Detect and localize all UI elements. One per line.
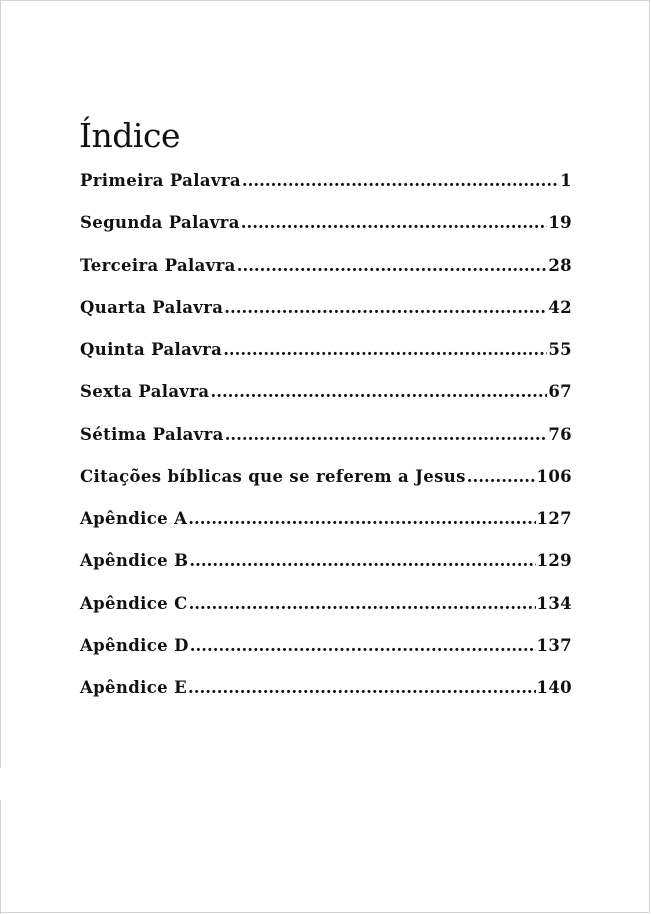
toc-dot-leader: [242, 171, 559, 190]
toc-entry-label: Apêndice B: [80, 551, 189, 571]
toc-entry-label: Apêndice E: [80, 678, 188, 697]
toc-dot-leader: [189, 594, 536, 613]
toc-entry-page: 129: [536, 551, 572, 571]
toc-dot-leader: [188, 509, 535, 528]
toc-dot-leader: [188, 678, 535, 697]
toc-entry-page: 28: [548, 255, 572, 275]
toc-entry-label: Segunda Palavra: [80, 213, 240, 233]
toc-entry: [80, 678, 572, 720]
toc-entry-page: 19: [548, 213, 572, 233]
toc-dot-leader: [189, 551, 535, 570]
toc-entry-label: Primeira Palavra: [80, 171, 241, 190]
toc-entry-page: 76: [548, 424, 572, 444]
toc-entry: [80, 298, 572, 340]
toc-entry: [80, 509, 572, 551]
page-left-edge: [0, 0, 1, 768]
toc-entry-page: 1: [560, 171, 572, 190]
toc-dot-leader: [237, 256, 548, 275]
toc-entry-label: Apêndice D: [80, 635, 189, 655]
toc-entry-page: 127: [536, 509, 572, 528]
toc-dot-leader: [190, 636, 536, 655]
toc-entry: [80, 171, 572, 213]
toc-entry-page: 140: [536, 678, 572, 697]
toc-entry: [80, 425, 572, 467]
toc-entry-page: 55: [548, 340, 572, 359]
toc-entry-page: 137: [536, 635, 572, 655]
toc-entry: [80, 594, 572, 636]
toc-dot-leader: [223, 340, 547, 359]
toc-entry: [80, 382, 572, 424]
toc-entry-label: Quinta Palavra: [80, 340, 223, 359]
toc-dot-leader: [225, 425, 548, 444]
page-left-edge-lower: [0, 800, 1, 914]
toc-entry-label: Apêndice A: [80, 509, 188, 528]
toc-list: [80, 171, 572, 720]
toc-entry: [80, 213, 572, 255]
toc-entry-page: 67: [548, 382, 572, 402]
toc-dot-leader: [467, 467, 536, 486]
toc-entry-label: Sétima Palavra: [80, 424, 224, 444]
toc-entry: [80, 467, 572, 509]
toc-entry: [80, 551, 572, 593]
toc-dot-leader: [241, 213, 548, 232]
toc-entry-label: Terceira Palavra: [80, 255, 236, 275]
toc-entry: [80, 636, 572, 678]
toc-title: Índice: [79, 116, 180, 155]
toc-entry: [80, 340, 572, 382]
toc-entry-page: 134: [536, 593, 572, 613]
toc-dot-leader: [224, 298, 547, 317]
toc-entry-page: 106: [536, 466, 572, 486]
toc-entry-label: Apêndice C: [80, 593, 188, 613]
toc-entry: [80, 256, 572, 298]
toc-entry-page: 42: [548, 297, 572, 317]
toc-entry-label: Sexta Palavra: [80, 382, 210, 402]
toc-entry-label: Citações bíblicas que se referem a Jesus: [80, 466, 466, 486]
toc-entry-label: Quarta Palavra: [80, 297, 224, 317]
toc-dot-leader: [210, 382, 547, 401]
